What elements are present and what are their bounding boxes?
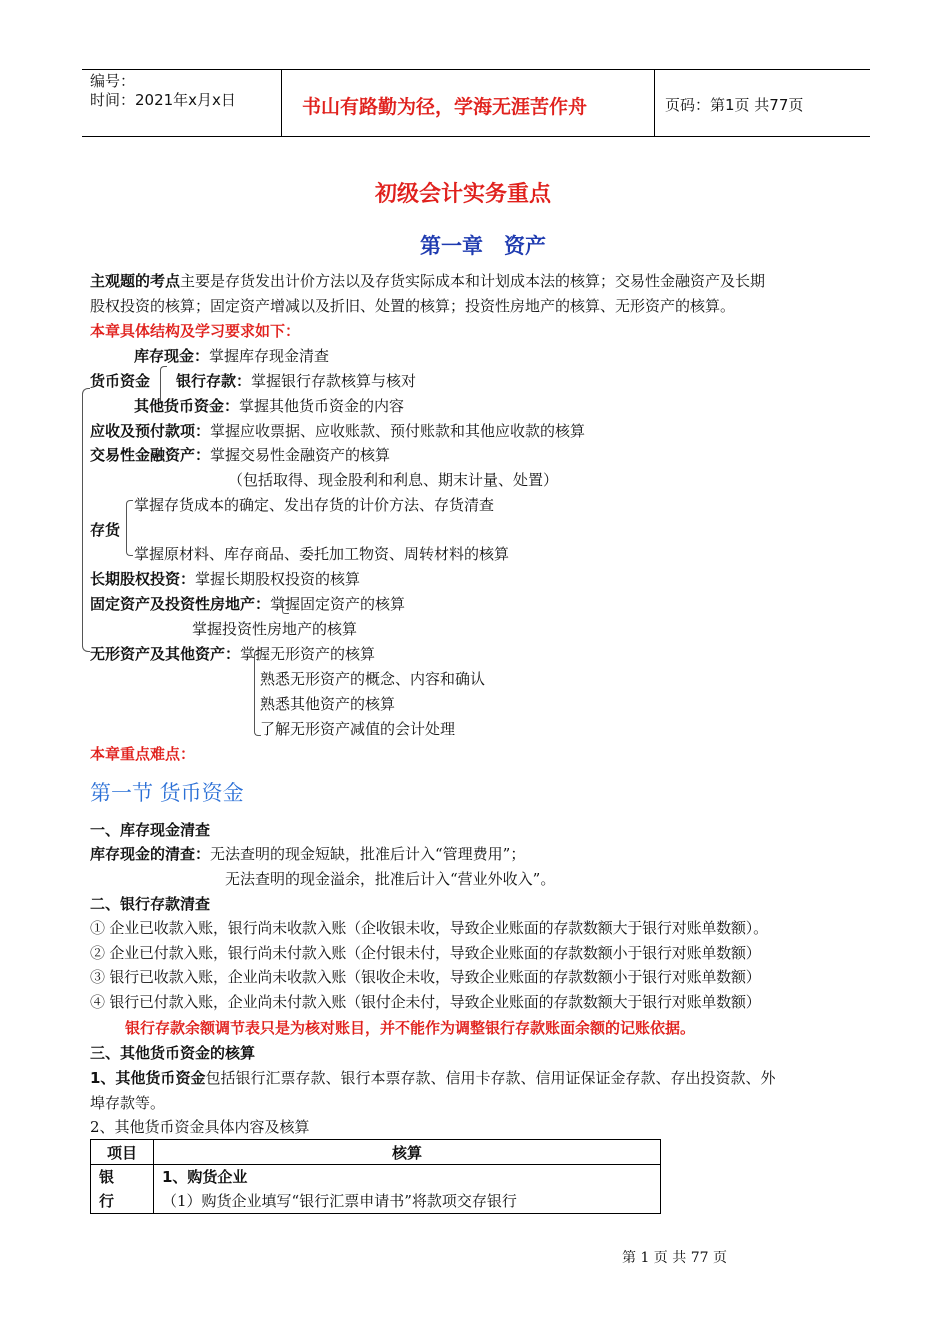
- outline-inventory-label: 存货: [90, 521, 121, 539]
- outline-monetary-label: 货币资金: [90, 372, 151, 390]
- structure-heading: 本章具体结构及学习要求如下：: [90, 322, 301, 340]
- outline-inventory-line-2: 掌握原材料、库存商品、委托加工物资、周转材料的核算: [134, 545, 510, 563]
- bank-check-heading: 二、银行存款清查: [90, 895, 211, 913]
- outline-lte: [90, 568, 360, 589]
- outline-lte-text: 掌握长期股权投资的核算: [195, 570, 361, 588]
- page-footer: 第 1 页 共 77 页: [622, 1250, 727, 1266]
- other-monetary-p1-line2: 埠存款等。: [90, 1094, 166, 1112]
- outline-other-label: 其他货币资金：: [134, 397, 240, 415]
- table-cell-item: [91, 1165, 154, 1214]
- bank-check-note: 银行存款余额调节表只是为核对账目，并不能作为调整银行存款账面余额的记账依据。: [125, 1019, 696, 1037]
- outline-intangible-4: 了解无形资产减值的会计处理: [260, 720, 456, 738]
- header-page-info: 页码：第1页 共77页: [665, 96, 804, 114]
- outline-receivable-label: 应收及预付款项：: [90, 422, 211, 440]
- header-bottom-rule: [82, 136, 870, 137]
- outline-cash: [134, 345, 329, 366]
- header-date: 时间：2021年x月x日: [90, 91, 236, 109]
- outline-trading-text: 掌握交易性金融资产的核算: [210, 446, 391, 464]
- outline-intangible: [90, 643, 375, 664]
- bank-check-item: ④ 银行已付款入账，企业尚未付款入账（银付企未付，导致企业账面的存款数额大于银行对账单数额）: [90, 993, 761, 1011]
- outline-intangible-3: 熟悉其他资产的核算: [260, 695, 396, 713]
- intro-lead: 主观题的考点: [90, 272, 181, 290]
- table-accounting-line: 1、购货企业: [162, 1168, 248, 1186]
- bank-check-item: ① 企业已收款入账，银行尚未收款入账（企收银未收，导致企业账面的存款数额大于银行对账单数额）。: [90, 919, 768, 937]
- table-item-line: 行: [99, 1192, 115, 1210]
- outline-receivable-text: 掌握应收票据、应收账款、预付账款和其他应收款的核算: [210, 422, 586, 440]
- outline-fixed: [90, 593, 405, 614]
- outline-trading-label: 交易性金融资产：: [90, 446, 211, 464]
- outline-fixed-label: 固定资产及投资性房地产：: [90, 595, 271, 613]
- outline-intangible-2: 熟悉无形资产的概念、内容和确认: [260, 670, 486, 688]
- table-header-item: 项目: [91, 1140, 154, 1165]
- outline-bracket: [82, 388, 90, 652]
- table-row: [91, 1165, 661, 1214]
- inventory-bracket: [126, 500, 133, 556]
- cash-check-line-1: [90, 843, 525, 864]
- outline-bank-text: 掌握银行存款核算与核对: [251, 372, 417, 390]
- table-header-accounting: 核算: [154, 1140, 661, 1165]
- cash-check-text: 无法查明的现金短缺，批准后计入“管理费用”；: [210, 845, 526, 863]
- outline-bank-label: 银行存款：: [176, 372, 252, 390]
- intro-line-1: [90, 270, 765, 291]
- other-monetary-rest: 包括银行汇票存款、银行本票存款、信用卡存款、信用证保证金存款、存出投资款、外: [205, 1069, 776, 1087]
- cash-check-line-2: 无法查明的现金溢余，批准后计入“营业外收入”。: [225, 870, 556, 888]
- outline-receivable: [90, 420, 585, 441]
- outline-bank: [176, 370, 416, 391]
- chapter-title: 第一章 资产: [420, 234, 546, 258]
- outline-lte-label: 长期股权投资：: [90, 570, 196, 588]
- outline-investment-property: 掌握投资性房地产的核算: [192, 620, 358, 638]
- other-monetary-p2: 2、其他货币资金具体内容及核算: [90, 1118, 310, 1136]
- outline-trading-note: （包括取得、现金股利和利息、期末计量、处置）: [228, 471, 559, 489]
- table-header-row: [91, 1140, 661, 1165]
- header-number-label: 编号：: [90, 72, 136, 90]
- table-cell-accounting: [154, 1165, 661, 1214]
- bank-check-item: ③ 银行已收款入账，企业尚未收款入账（银收企未收，导致企业账面的存款数额小于银行对账单数额）: [90, 968, 761, 986]
- header-divider: [281, 69, 282, 136]
- outline-other: [134, 395, 404, 416]
- section-title: 第一节 货币资金: [90, 781, 244, 805]
- header-top-rule: [82, 69, 870, 70]
- other-monetary-lead: 1、其他货币资金: [90, 1069, 206, 1087]
- key-points-heading: 本章重点难点：: [90, 745, 196, 763]
- table-accounting-line: （1）购货企业填写“银行汇票申请书”将款项交存银行: [162, 1192, 517, 1210]
- outline-trading: [90, 444, 390, 465]
- outline-cash-text: 掌握库存现金清查: [209, 347, 330, 365]
- document-title: 初级会计实务重点: [375, 182, 552, 207]
- intro-rest: 主要是存货发出计价方法以及存货实际成本和计划成本法的核算；交易性金融资产及长期: [180, 272, 766, 290]
- content-table: [90, 1139, 661, 1214]
- outline-inventory-line-1: 掌握存货成本的确定、发出存货的计价方法、存货清查: [134, 496, 495, 514]
- other-monetary-heading: 三、其他货币资金的核算: [90, 1044, 256, 1062]
- cash-check-heading: 一、库存现金清查: [90, 821, 211, 839]
- table-item-line: 银: [99, 1168, 115, 1186]
- other-monetary-p1: [90, 1067, 775, 1088]
- intro-line-2: 股权投资的核算；固定资产增减以及折旧、处置的核算；投资性房地产的核算、无形资产的核算。: [90, 297, 736, 315]
- outline-fixed-text: 掌握固定资产的核算: [270, 595, 406, 613]
- bank-check-item: ② 企业已付款入账，银行尚未付款入账（企付银未付，导致企业账面的存款数额小于银行对账单数额）: [90, 944, 761, 962]
- cash-check-label: 库存现金的清查：: [90, 845, 211, 863]
- outline-intangible-label: 无形资产及其他资产：: [90, 645, 241, 663]
- outline-cash-label: 库存现金：: [134, 347, 210, 365]
- header-motto: 书山有路勤为径，学海无涯苦作舟: [302, 96, 588, 118]
- outline-intangible-text: 掌握无形资产的核算: [240, 645, 376, 663]
- header-divider: [654, 69, 655, 136]
- outline-other-text: 掌握其他货币资金的内容: [239, 397, 405, 415]
